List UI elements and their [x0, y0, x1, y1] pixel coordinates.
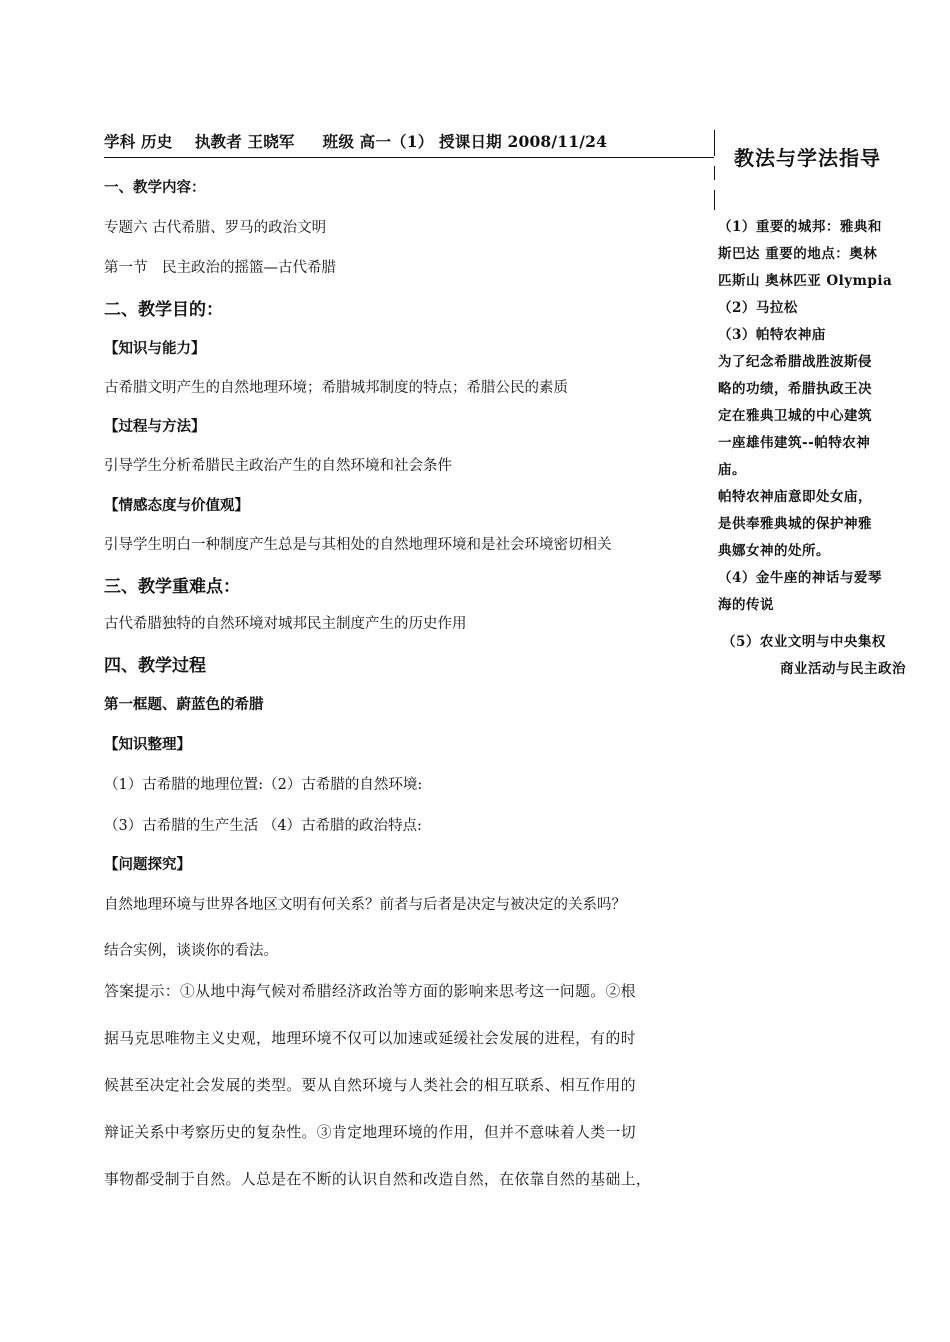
answer-line: 事物都受制于自然。人总是在不断的认识自然和改造自然，在依靠自然的基础上，	[104, 1171, 652, 1188]
sidebar-line: 庙。	[718, 462, 746, 478]
inquiry-title: 【问题探究】	[104, 857, 191, 873]
inquiry-question-2: 结合实例，谈谈你的看法。	[104, 943, 278, 959]
sidebar-line: （1）重要的城邦：雅典和	[718, 219, 882, 235]
section-2-title: 二、教学目的：	[104, 300, 223, 320]
sidebar-line: 商业活动与民主政治	[780, 661, 906, 677]
emotion-title: 【情感态度与价值观】	[104, 498, 249, 514]
lesson-line: 第一节 民主政治的摇篮—古代希腊	[104, 260, 336, 276]
main-column	[104, 130, 714, 158]
date-label: 授课日期	[439, 132, 502, 151]
sidebar-line: 典娜女神的处所。	[718, 543, 830, 559]
sidebar-line: 是供奉雅典城的保护神雅	[718, 516, 872, 532]
class-value: 高一（1）	[359, 132, 434, 151]
process-text: 引导学生分析希腊民主政治产生的自然环境和社会条件	[104, 458, 452, 474]
keypoint-text: 古代希腊独特的自然环境对城邦民主制度产生的历史作用	[104, 616, 467, 632]
sidebar-line: 定在雅典卫城的中心建筑	[718, 408, 872, 424]
sidebar-line: 帕特农神庙意即处女庙，	[718, 489, 872, 505]
answer-line: 据马克思唯物主义史观，地理环境不仅可以加速或延缓社会发展的进程，有的时	[104, 1030, 636, 1047]
sidebar-notes	[718, 214, 916, 683]
sidebar-line: 海的传说	[718, 597, 774, 613]
knowledge-title: 【知识与能力】	[104, 341, 206, 357]
sidebar-line: （3）帕特农神庙	[718, 327, 826, 343]
sidebar-line: 一座雄伟建筑--帕特农神	[718, 435, 871, 451]
organize-line-2: （3）古希腊的生产生活 （4）古希腊的政治特点:	[104, 818, 422, 834]
lesson-header	[104, 130, 714, 158]
section-4-title: 四、教学过程	[104, 656, 206, 676]
section-3-title: 三、教学重难点：	[104, 577, 240, 597]
process-title: 【过程与方法】	[104, 419, 206, 435]
sidebar-divider	[714, 190, 715, 210]
knowledge-text: 古希腊文明产生的自然地理环境；希腊城邦制度的特点；希腊公民的素质	[104, 380, 568, 396]
sidebar-line: （4）金牛座的神话与爱琴	[718, 570, 882, 586]
sidebar-divider	[714, 130, 715, 156]
answer-line: 答案提示：①从地中海气候对希腊经济政治等方面的影响来思考这一问题。②根	[104, 983, 636, 1000]
sidebar-title: 教法与学法指导	[734, 146, 881, 170]
date-value: 2008/11/24	[507, 132, 608, 151]
answer-line: 候甚至决定社会发展的类型。要从自然环境与人类社会的相互联系、相互作用的	[104, 1077, 636, 1094]
subject-label: 学科	[104, 132, 136, 151]
organize-title: 【知识整理】	[104, 737, 191, 753]
emotion-text: 引导学生明白一种制度产生总是与其相处的自然地理环境和是社会环境密切相关	[104, 537, 612, 553]
sidebar-line: （5）农业文明与中央集权	[722, 634, 886, 650]
sidebar-line: 略的功绩，希腊执政王决	[718, 381, 872, 397]
inquiry-question-1: 自然地理环境与世界各地区文明有何关系？前者与后者是决定与被决定的关系吗？	[104, 897, 626, 913]
frame-1-title: 第一框题、蔚蓝色的希腊	[104, 697, 264, 713]
class-label: 班级	[322, 132, 355, 151]
sidebar-spacer	[718, 619, 916, 629]
teacher-value: 王晓军	[247, 132, 295, 151]
teacher-label: 执教者	[194, 132, 242, 151]
answer-line: 辩证关系中考察历史的复杂性。③肯定地理环境的作用，但并不意味着人类一切	[104, 1124, 636, 1141]
section-1-title: 一、教学内容：	[104, 180, 206, 196]
organize-line-1: （1）古希腊的地理位置:（2）古希腊的自然环境:	[104, 777, 423, 793]
sidebar-line: 斯巴达 重要的地点：奥林	[718, 246, 878, 262]
sidebar-divider	[714, 166, 715, 180]
sidebar-line: 为了纪念希腊战胜波斯侵	[718, 354, 872, 370]
sidebar-line: 匹斯山 奥林匹亚 Olympia	[718, 273, 893, 289]
topic-line: 专题六 古代希腊、罗马的政治文明	[104, 220, 327, 236]
subject-value: 历史	[141, 132, 173, 151]
sidebar-line: （2）马拉松	[718, 300, 798, 316]
